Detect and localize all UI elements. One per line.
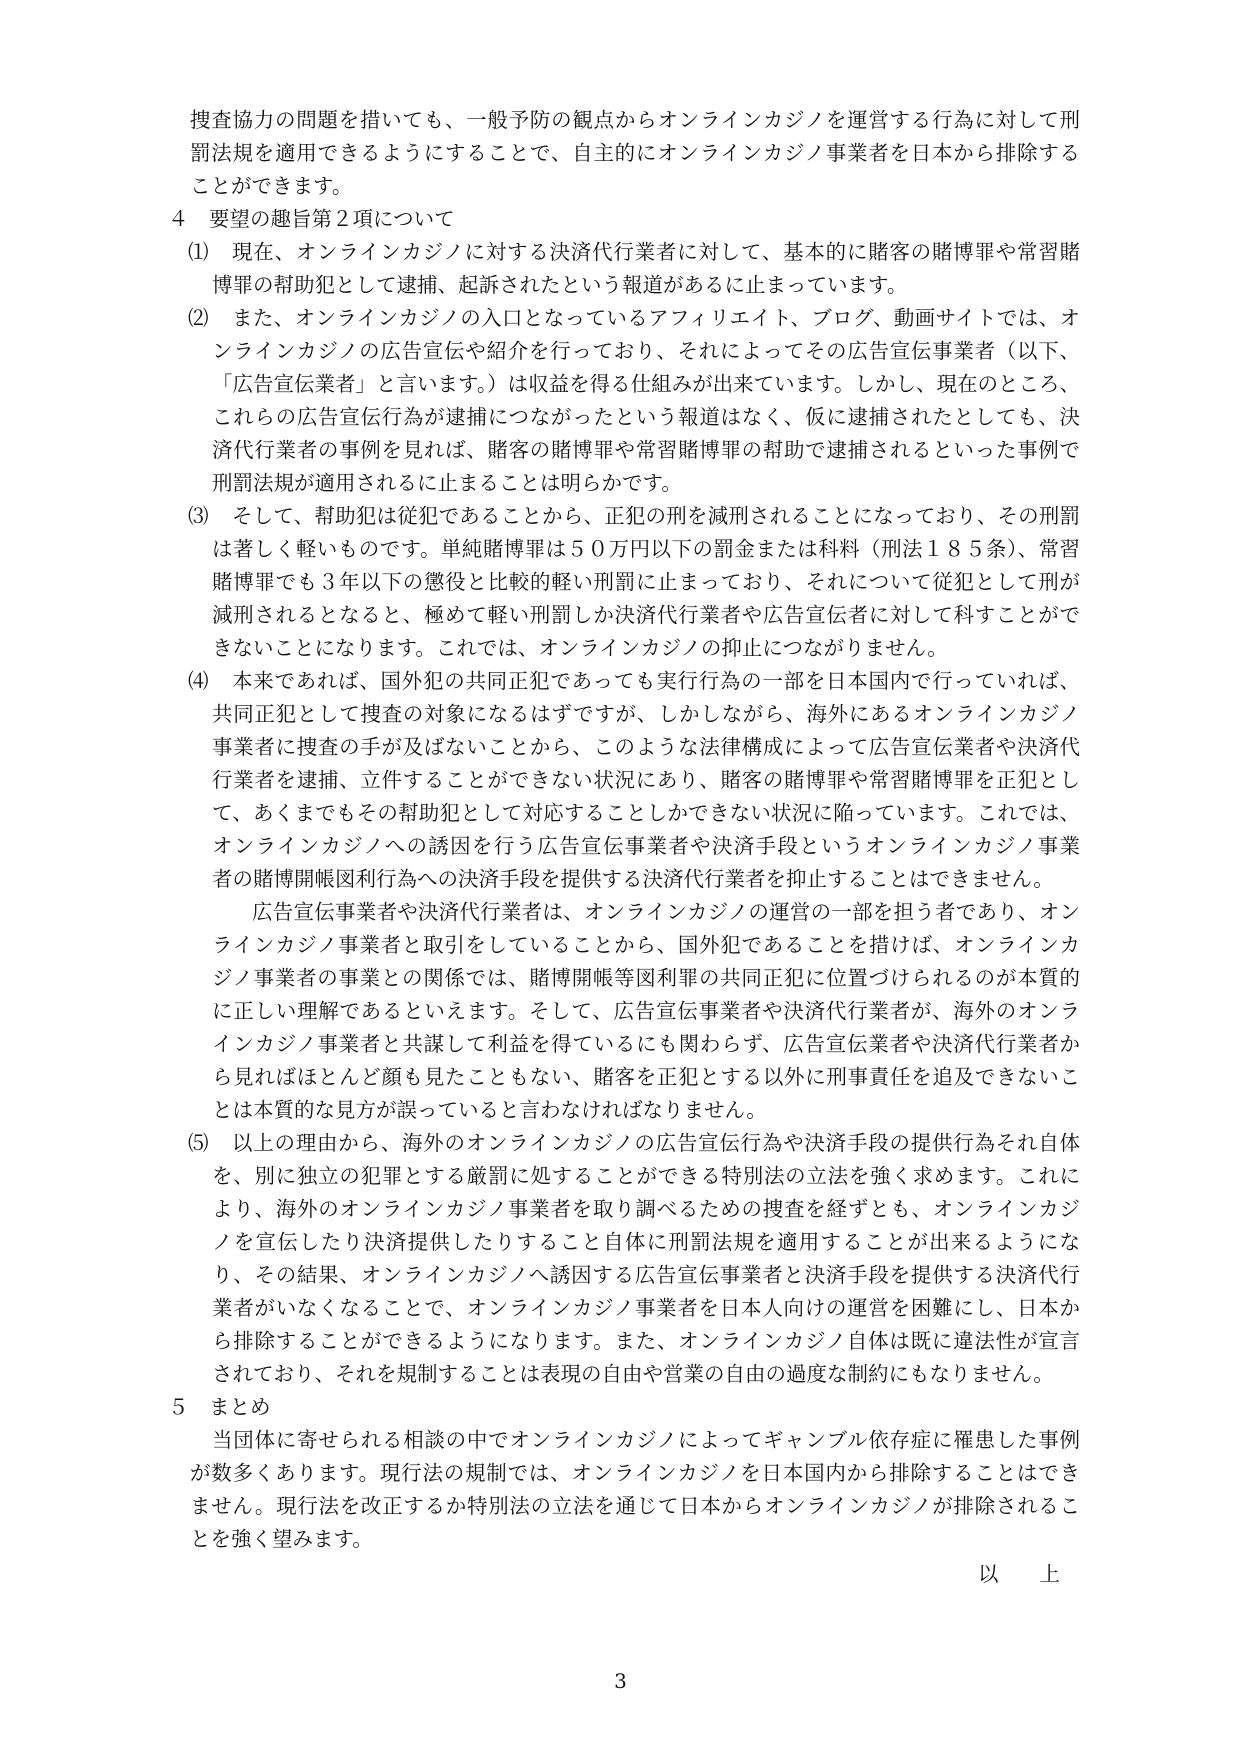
item-2-line: 済代行業者の事例を見れば、賭客の賭博罪や常習賭博罪の幇助で逮捕されるといった事例で	[212, 438, 1080, 462]
intro-line: 捜査協力の問題を措いても、一般予防の観点からオンラインカジノを運営する行為に対して刑	[190, 108, 1080, 132]
item-5-line: 以上の理由から、海外のオンラインカジノの広告宣伝行為や決済手段の提供行為それ自体	[232, 1131, 1080, 1155]
item-4-line: 共同正犯として捜査の対象になるはずですが、しかしながら、海外にあるオンラインカジノ	[212, 702, 1080, 726]
item-1-line: 博罪の幇助犯として逮捕、起訴されたという報道があるに止まっています。	[212, 273, 908, 297]
intro-line: ことができます。	[190, 174, 353, 198]
item-5-line: ノを宣伝したり決済提供したりすること自体に刑罰法規を適用することが出来るようにな	[212, 1230, 1080, 1254]
item-3-line: 賭博罪でも３年以下の懲役と比較的軽い刑罰に止まっており、それについて従犯として刑が	[212, 570, 1080, 594]
item-number-5: ⑸	[188, 1131, 209, 1155]
item-5-line: り、その結果、オンラインカジノへ誘因する広告宣伝事業者と決済手段を提供する決済代行	[212, 1263, 1080, 1287]
summary-line: とを強く望みます。	[190, 1527, 373, 1551]
item-3-line: そして、幇助犯は従犯であることから、正犯の刑を減刑されることになっており、その刑罰	[232, 504, 1080, 528]
item-3-line: きないことになります。これでは、オンラインカジノの抑止につながりません。	[212, 636, 948, 660]
item-1-line: 現在、オンラインカジノに対する決済代行業者に対して、基本的に賭客の賭博罪や常習賭	[232, 240, 1080, 264]
intro-line: 罰法規を適用できるようにすることで、自主的にオンラインカジノ事業者を日本から排除する	[190, 141, 1080, 165]
item-number-2: ⑵	[188, 306, 209, 330]
item-3-line: 減刑されるとなると、極めて軽い刑罰しか決済代行業者や広告宣伝者に対して科すことがで	[212, 603, 1080, 627]
item-4-para2-line: インカジノ事業者と共謀して利益を得ているにも関わらず、広告宣伝業者や決済代行業者か	[212, 1032, 1080, 1056]
item-4-para2-line: とは本質的な見方が誤っていると言わなければなりません。	[212, 1098, 767, 1122]
closing-mark: 以 上	[978, 1562, 1060, 1586]
item-2-line: また、オンラインカジノの入口となっているアフィリエイト、ブログ、動画サイトでは、オ	[232, 306, 1080, 330]
item-4-line: 本来であれば、国外犯の共同正犯であっても実行行為の一部を日本国内で行っていれば、	[232, 669, 1080, 693]
item-2-line: ンラインカジノの広告宣伝や紹介を行っており、それによってその広告宣伝事業者（以下、	[212, 339, 1080, 363]
summary-line: が数多くあります。現行法の規制では、オンラインカジノを日本国内から排除することはでき	[190, 1461, 1080, 1485]
section-4-heading: ４ 要望の趣旨第２項について	[168, 207, 455, 231]
item-number-1: ⑴	[188, 240, 209, 264]
item-4-para2-line: 広告宣伝事業者や決済代行業者は、オンラインカジノの運営の一部を担う者であり、オン	[252, 900, 1080, 924]
item-4-para2-line: に正しい理解であるといえます。そして、広告宣伝事業者や決済代行業者が、海外のオンラ	[212, 999, 1080, 1023]
item-4-para2-line: ラインカジノ事業者と取引をしていることから、国外犯であることを措けば、オンラインカ	[212, 933, 1080, 957]
item-number-4: ⑷	[188, 669, 209, 693]
page-number: 3	[614, 1669, 627, 1693]
item-5-line: されており、それを規制することは表現の自由や営業の自由の過度な制約にもなりません。	[212, 1362, 1054, 1386]
item-number-3: ⑶	[188, 504, 209, 528]
item-4-line: て、あくまでもその幇助犯として対応することしかできない状況に陥っています。これでは、	[212, 801, 1080, 825]
item-5-line: を、別に独立の犯罪とする厳罰に処することができる特別法の立法を強く求めます。これに	[212, 1164, 1080, 1188]
item-2-line: 刑罰法規が適用されるに止まることは明らかです。	[212, 471, 682, 495]
item-4-line: 行業者を逮捕、立件することができない状況にあり、賭客の賭博罪や常習賭博罪を正犯とし	[212, 768, 1080, 792]
item-5-line: ら排除することができるようになります。また、オンラインカジノ自体は既に違法性が宣言	[212, 1329, 1080, 1353]
item-4-line: 者の賭博開帳図利行為への決済手段を提供する決済代行業者を抑止することはできません。	[212, 867, 1054, 891]
section-5-heading: ５ まとめ	[168, 1395, 271, 1419]
item-5-line: より、海外のオンラインカジノ事業者を取り調べるための捜査を経ずとも、オンラインカジ	[212, 1197, 1080, 1221]
item-2-line: これらの広告宣伝行為が逮捕につながったという報道はなく、仮に逮捕されたとしても、決	[212, 405, 1080, 429]
item-5-line: 業者がいなくなることで、オンラインカジノ事業者を日本人向けの運営を困難にし、日本か	[212, 1296, 1080, 1320]
summary-line: ません。現行法を改正するか特別法の立法を通じて日本からオンラインカジノが排除されるこ	[190, 1494, 1080, 1518]
item-2-line: 「広告宣伝業者」と言います。）は収益を得る仕組みが出来ています。しかし、現在のところ、	[212, 372, 1080, 396]
item-4-line: 事業者に捜査の手が及ばないことから、このような法律構成によって広告宣伝業者や決済代	[212, 735, 1080, 759]
item-4-line: オンラインカジノへの誘因を行う広告宣伝事業者や決済手段というオンラインカジノ事業	[212, 834, 1080, 858]
item-4-para2-line: ジノ事業者の事業との関係では、賭博開帳等図利罪の共同正犯に位置づけられるのが本質的	[212, 966, 1080, 990]
item-4-para2-line: ら見ればほとんど顔も見たこともない、賭客を正犯とする以外に刑事責任を追及できないこ	[212, 1065, 1080, 1089]
summary-line: 当団体に寄せられる相談の中でオンラインカジノによってギャンブル依存症に罹患した事例	[212, 1428, 1080, 1452]
item-3-line: は著しく軽いものです。単純賭博罪は５０万円以下の罰金または科料（刑法１８５条）、常習	[212, 537, 1080, 561]
